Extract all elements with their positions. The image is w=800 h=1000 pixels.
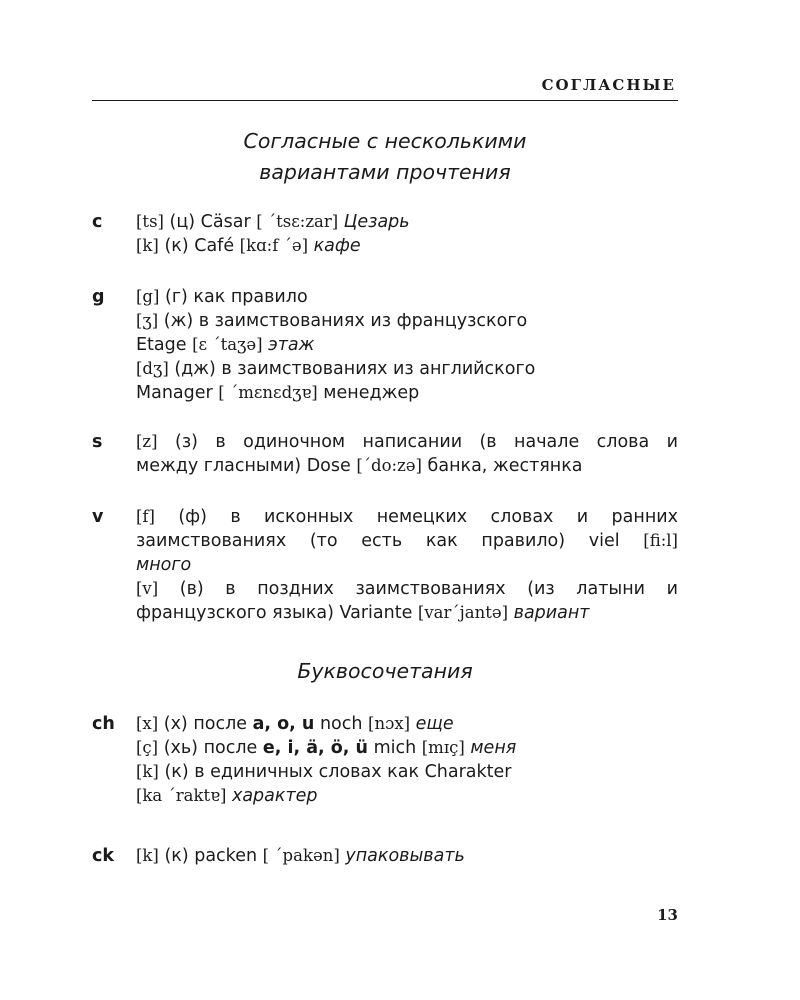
entry-text: (ц) Cäsar <box>163 212 257 232</box>
translation: кафе <box>308 236 361 256</box>
ipa-transcription: [dʒ] <box>136 359 169 378</box>
ipa-transcription: [ˊdo:zə] <box>356 456 422 475</box>
entry-line <box>136 357 678 381</box>
entry-c <box>92 210 678 258</box>
entry-text: (к) Café <box>158 236 240 256</box>
ipa-transcription: [ʒ] <box>136 311 159 330</box>
ipa-transcription: [x] <box>136 714 159 733</box>
entry-text: заимствованиях (то есть как правило) viel <box>136 531 644 551</box>
ipa-transcription: [k] <box>136 846 159 865</box>
translation: меня <box>464 738 517 758</box>
entry-text: французского языка) Variante <box>136 603 418 623</box>
translation: менеджер <box>317 383 420 403</box>
example-word: Etage <box>136 335 193 355</box>
entry-text: (х) после <box>158 714 253 734</box>
entry-text: (г) как правило <box>159 287 308 307</box>
entry-text: (ф) в исконных немецких словах и ранних <box>154 507 678 527</box>
entry-g <box>92 285 678 405</box>
entry-s <box>92 430 678 478</box>
ipa-transcription: [z] <box>136 432 158 451</box>
entry-line <box>136 454 678 478</box>
entry-text: (хь) после <box>158 738 263 758</box>
ipa-transcription: [ ˊpakən] <box>262 846 340 865</box>
ipa-transcription: [k] <box>136 236 159 255</box>
entry-text: (к) в единичных словах как Charakter <box>158 762 512 782</box>
entry-text: (ж) в заимствованиях из французского <box>158 311 528 331</box>
ipa-transcription: [fi:l] <box>643 531 678 550</box>
translation: характер <box>226 786 318 806</box>
entry-line <box>136 844 678 868</box>
entry-line <box>136 333 678 357</box>
header-rule <box>92 100 678 101</box>
entry-text: (дж) в заимствованиях из английского <box>168 359 536 379</box>
entry-line <box>136 760 678 784</box>
ipa-transcription: [ɛ ˊtaʒə] <box>192 335 263 354</box>
section-title-line: Буквосочетания <box>297 659 473 683</box>
section-title-line: вариантами прочтения <box>259 160 511 184</box>
ipa-transcription: [ts] <box>136 212 164 231</box>
section-title-line: Согласные с несколькими <box>243 129 527 153</box>
translation: еще <box>410 714 454 734</box>
entry-line <box>136 712 678 736</box>
entry-text: между гласными) Dose <box>136 456 357 476</box>
section-title-multiple-readings <box>92 126 678 188</box>
translation: упаковывать <box>339 846 465 866</box>
entry-line <box>136 736 678 760</box>
entry-ch <box>92 712 678 808</box>
example-word: mich <box>368 738 422 758</box>
translation: этаж <box>262 335 315 355</box>
entry-line <box>136 430 678 454</box>
ipa-transcription: [ ˊtsɛ:zar] <box>256 212 339 231</box>
entry-letter: s <box>92 432 103 452</box>
entry-line <box>136 309 678 333</box>
section-title-letter-combinations <box>92 656 678 687</box>
entry-line <box>136 210 678 234</box>
entry-line <box>136 285 678 309</box>
entry-line <box>136 381 678 405</box>
entry-line <box>136 529 678 553</box>
ipa-transcription: [f] <box>136 507 155 526</box>
translation: много <box>136 555 192 575</box>
example-word: noch <box>314 714 369 734</box>
entry-letter: v <box>92 507 104 527</box>
ipa-transcription: [ ˊmɛnɛdʒɐ] <box>218 383 318 402</box>
translation: банка, жестянка <box>421 456 583 476</box>
entry-line <box>136 784 678 808</box>
entry-line <box>136 553 678 577</box>
ipa-transcription: [varˊjantə] <box>417 603 509 622</box>
entry-text: (в) в поздних заимствованиях (из латыни и <box>158 579 678 599</box>
example-word: Manager <box>136 383 219 403</box>
entry-ck <box>92 844 678 868</box>
bold-letters: e, i, ä, ö, ü <box>262 738 368 758</box>
ipa-transcription: [nɔx] <box>368 714 411 733</box>
page-number: 13 <box>657 906 678 924</box>
ipa-transcription: [g] <box>136 287 160 306</box>
entry-line <box>136 577 678 601</box>
entry-line <box>136 601 678 625</box>
translation: вариант <box>508 603 590 623</box>
ipa-transcription: [ka ˊraktɐ] <box>136 786 227 805</box>
ipa-transcription: [k] <box>136 762 159 781</box>
translation: Цезарь <box>338 212 410 232</box>
ipa-transcription: [kɑ:f ˊə] <box>239 236 309 255</box>
entry-text: (к) packen <box>158 846 263 866</box>
entry-line <box>136 505 678 529</box>
entry-v <box>92 505 678 625</box>
entry-text: (з) в одиночном написании (в начале слова и <box>157 432 678 452</box>
entry-letter: c <box>92 212 103 232</box>
entry-letter: ch <box>92 714 115 734</box>
entry-line <box>136 234 678 258</box>
ipa-transcription: [ç] <box>136 738 159 757</box>
ipa-transcription: [mɪç] <box>421 738 465 757</box>
entry-letter: g <box>92 287 105 307</box>
ipa-transcription: [v] <box>136 579 159 598</box>
entry-letter: ck <box>92 846 115 866</box>
running-head: СОГЛАСНЫЕ <box>541 76 676 94</box>
bold-letters: a, o, u <box>252 714 315 734</box>
